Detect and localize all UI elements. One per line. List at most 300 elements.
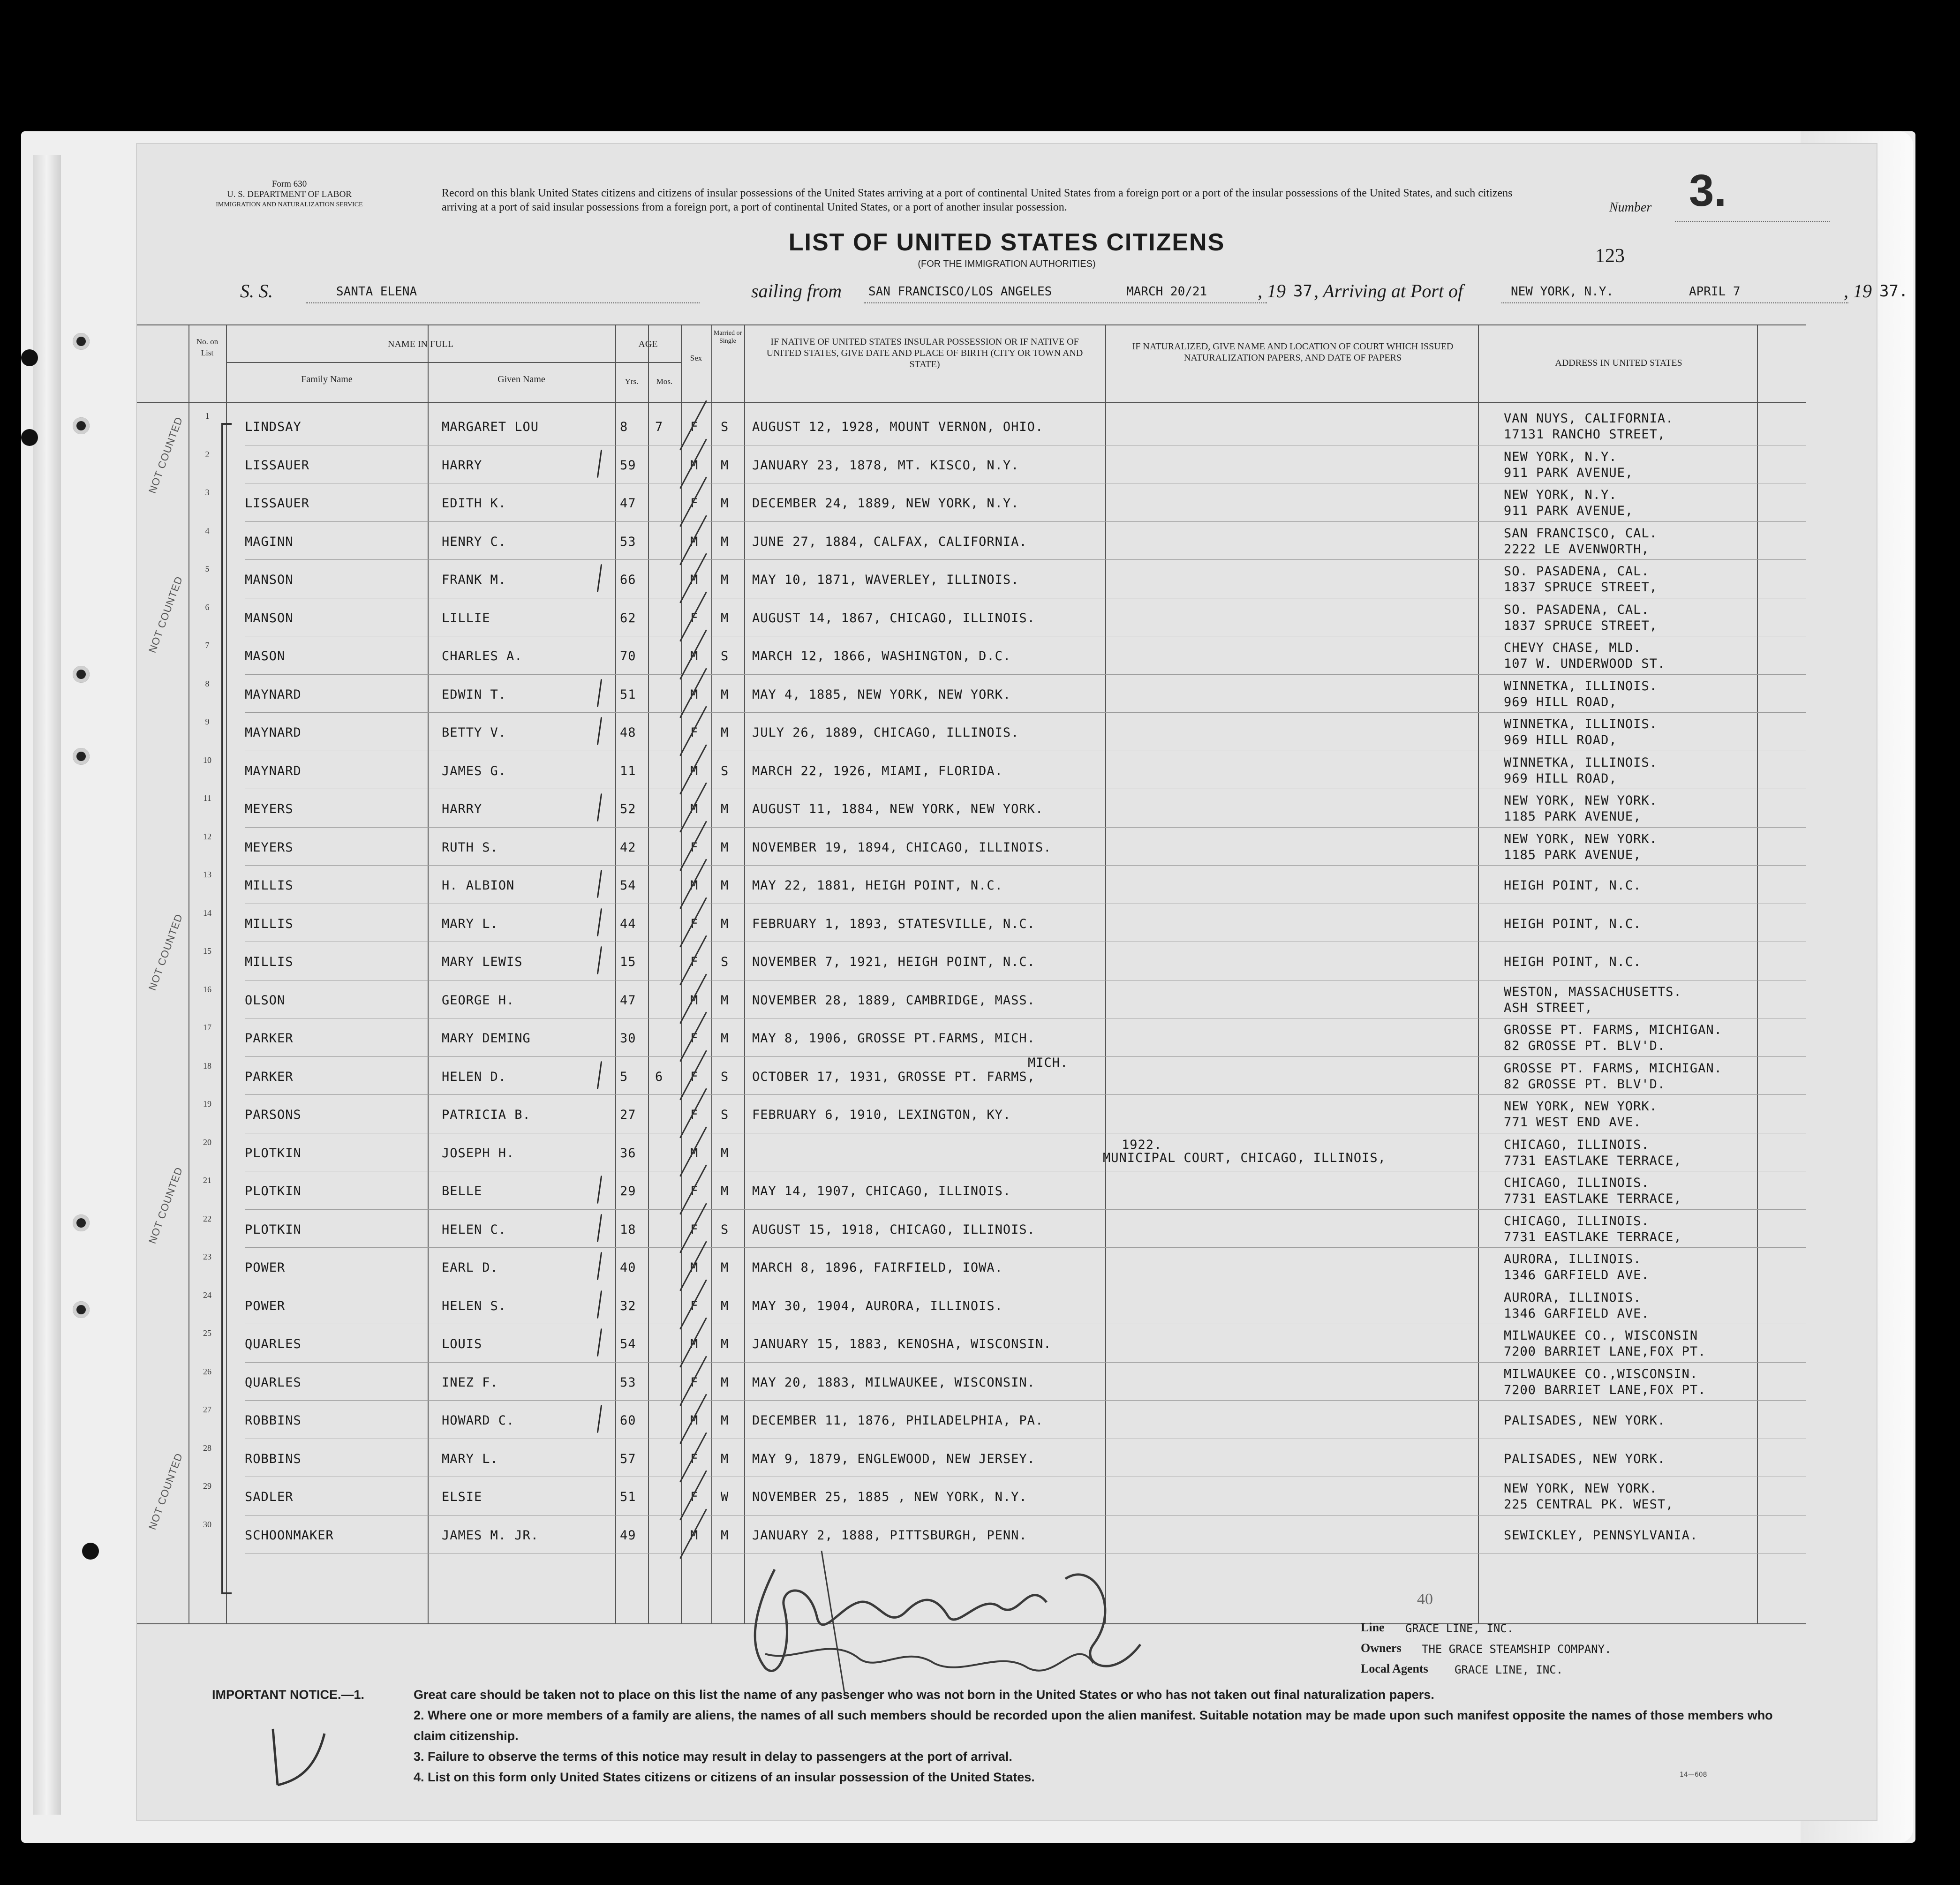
address-line-1: WINNETKA, ILLINOIS. bbox=[1504, 755, 1658, 770]
owners-row bbox=[1361, 1639, 1830, 1660]
marital-status-cell: M bbox=[721, 1413, 729, 1428]
row-number: 21 bbox=[203, 1176, 211, 1185]
header-name-in-full: NAME IN FULL bbox=[388, 339, 453, 349]
sailing-label: sailing from bbox=[751, 280, 842, 302]
page-number: 123 bbox=[1595, 245, 1625, 267]
address-line-2: 1346 GARFIELD AVE. bbox=[1504, 1306, 1650, 1321]
punch-hole bbox=[73, 1214, 90, 1231]
marital-status-cell: S bbox=[721, 955, 729, 969]
row-divider bbox=[245, 1094, 1806, 1095]
birth-cell: MAY 8, 1906, GROSSE PT.FARMS, MICH. bbox=[752, 1031, 1035, 1046]
address-line-1: AURORA, ILLINOIS. bbox=[1504, 1252, 1642, 1267]
marital-status-cell: M bbox=[721, 496, 729, 511]
address-line-1: WESTON, MASSACHUSETTS. bbox=[1504, 984, 1682, 999]
age-years-cell: 52 bbox=[620, 802, 636, 816]
given-name-cell: HENRY C. bbox=[442, 534, 507, 549]
address-line-1: NEW YORK, NEW YORK. bbox=[1504, 1481, 1658, 1496]
birth-cell: MAY 14, 1907, CHICAGO, ILLINOIS. bbox=[752, 1184, 1011, 1199]
row-number: 6 bbox=[205, 602, 210, 612]
family-name-cell: PLOTKIN bbox=[245, 1184, 302, 1199]
sex-cell: M bbox=[690, 573, 699, 587]
age-years-cell: 57 bbox=[620, 1451, 636, 1466]
age-months-cell: 7 bbox=[655, 420, 663, 434]
family-name-cell: LISSAUER bbox=[245, 458, 310, 473]
age-years-cell: 60 bbox=[620, 1413, 636, 1428]
age-months-cell: 6 bbox=[655, 1069, 663, 1084]
birth-cell: NOVEMBER 28, 1889, CAMBRIDGE, MASS. bbox=[752, 993, 1035, 1008]
family-name-cell: SADLER bbox=[245, 1490, 294, 1504]
age-years-cell: 40 bbox=[620, 1260, 636, 1275]
row-number: 7 bbox=[205, 641, 210, 650]
address-line-2: 82 GROSSE PT. BLV'D. bbox=[1504, 1077, 1666, 1092]
row-divider bbox=[245, 1515, 1806, 1516]
page-title: LIST OF UNITED STATES CITIZENS bbox=[788, 229, 1225, 256]
birth-cell: MAY 30, 1904, AURORA, ILLINOIS. bbox=[752, 1298, 1003, 1313]
family-name-cell: LISSAUER bbox=[245, 496, 310, 511]
arrival-port: NEW YORK, N.Y. bbox=[1511, 285, 1614, 299]
age-years-cell: 53 bbox=[620, 1375, 636, 1390]
row-divider bbox=[245, 1209, 1806, 1210]
year-prefix: , 19 bbox=[1258, 280, 1286, 302]
line-owners-agents bbox=[1361, 1619, 1830, 1681]
row-number: 18 bbox=[203, 1061, 211, 1071]
sex-cell: F bbox=[690, 1031, 699, 1046]
header-married-single: Married or Single bbox=[713, 330, 742, 345]
immigration-officer-signature bbox=[737, 1551, 1173, 1701]
row-number: 30 bbox=[203, 1519, 211, 1529]
row-number: 16 bbox=[203, 984, 211, 994]
age-years-cell: 47 bbox=[620, 496, 636, 511]
row-divider bbox=[245, 865, 1806, 866]
ship-underline bbox=[306, 302, 700, 303]
row-divider bbox=[245, 559, 1806, 560]
not-counted-stamp: NOT COUNTED bbox=[146, 415, 185, 495]
tally-tick bbox=[597, 1176, 602, 1204]
punch-hole bbox=[73, 666, 90, 683]
address-line-2: 7731 EASTLAKE TERRACE, bbox=[1504, 1229, 1682, 1244]
row-number: 11 bbox=[203, 793, 211, 803]
sex-cell: F bbox=[690, 1222, 699, 1237]
header-given-name: Given Name bbox=[498, 374, 545, 385]
col-divider bbox=[681, 324, 682, 1623]
given-name-cell: BETTY V. bbox=[442, 725, 507, 740]
arrival-underline bbox=[1501, 302, 1848, 303]
birth-cell: MAY 4, 1885, NEW YORK, NEW YORK. bbox=[752, 687, 1011, 702]
row-divider bbox=[245, 827, 1806, 828]
sex-cell: F bbox=[690, 840, 699, 855]
notice-items bbox=[414, 1684, 1806, 1787]
sex-cell: F bbox=[690, 916, 699, 931]
col-divider bbox=[648, 324, 649, 1623]
header-naturalized: IF NATURALIZED, GIVE NAME AND LOCATION OF COURT WHICH ISSUED NATURALIZATION PAPERS, AND DATE OF PAPERS bbox=[1132, 341, 1454, 363]
sex-cell: M bbox=[690, 649, 699, 664]
notice-heading: IMPORTANT NOTICE.—1. bbox=[212, 1688, 365, 1702]
family-name-cell: PLOTKIN bbox=[245, 1222, 302, 1237]
tally-tick bbox=[597, 908, 602, 936]
agents-label: Local Agents bbox=[1361, 1662, 1428, 1675]
given-name-cell: MARY L. bbox=[442, 916, 498, 931]
birth-cell: JANUARY 2, 1888, PITTSBURGH, PENN. bbox=[752, 1528, 1027, 1543]
marital-status-cell: M bbox=[721, 1031, 729, 1046]
birth-cell: JANUARY 23, 1878, MT. KISCO, N.Y. bbox=[752, 458, 1019, 473]
given-name-cell: MARGARET LOU bbox=[442, 420, 539, 434]
birth-cell: MAY 22, 1881, HEIGH POINT, N.C. bbox=[752, 878, 1003, 893]
marital-status-cell: S bbox=[721, 763, 729, 778]
birth-cell: JANUARY 15, 1883, KENOSHA, WISCONSIN. bbox=[752, 1337, 1052, 1351]
sex-cell: F bbox=[690, 611, 699, 626]
col-divider bbox=[711, 324, 712, 1623]
tally-tick bbox=[597, 793, 602, 822]
age-years-cell: 30 bbox=[620, 1031, 636, 1046]
address-line-1: CHICAGO, ILLINOIS. bbox=[1504, 1214, 1650, 1229]
address-line-2: 1837 SPRUCE STREET, bbox=[1504, 618, 1658, 633]
address-line-2: 17131 RANCHO STREET, bbox=[1504, 427, 1666, 442]
departure-port: SAN FRANCISCO/LOS ANGELES bbox=[868, 285, 1052, 299]
birth-cell: NOVEMBER 19, 1894, CHICAGO, ILLINOIS. bbox=[752, 840, 1052, 855]
marital-status-cell: M bbox=[721, 611, 729, 626]
marital-status-cell: M bbox=[721, 1375, 729, 1390]
notice-item: Great care should be taken not to place on this list the name of any passenger who was not born in the United States or who has not taken out final naturalization papers. bbox=[414, 1688, 1434, 1702]
address-line-1: PALISADES, NEW YORK. bbox=[1504, 1451, 1666, 1466]
address-line-2: 7731 EASTLAKE TERRACE, bbox=[1504, 1191, 1682, 1206]
punch-hole bbox=[21, 429, 38, 446]
departure-underline bbox=[864, 302, 1267, 303]
age-years-cell: 15 bbox=[620, 955, 636, 969]
row-number: 22 bbox=[203, 1214, 211, 1223]
family-name-cell: POWER bbox=[245, 1260, 286, 1275]
family-name-cell: MILLIS bbox=[245, 878, 294, 893]
given-name-cell: H. ALBION bbox=[442, 878, 515, 893]
age-years-cell: 36 bbox=[620, 1146, 636, 1161]
given-name-cell: RUTH S. bbox=[442, 840, 498, 855]
marital-status-cell: S bbox=[721, 649, 729, 664]
given-name-cell: MARY DEMING bbox=[442, 1031, 531, 1046]
address-line-1: SAN FRANCISCO, CAL. bbox=[1504, 526, 1658, 541]
address-line-1: VAN NUYS, CALIFORNIA. bbox=[1504, 411, 1674, 426]
address-line-2: 911 PARK AVENUE, bbox=[1504, 465, 1634, 480]
given-name-cell: BELLE bbox=[442, 1184, 482, 1199]
birth-cell: FEBRUARY 6, 1910, LEXINGTON, KY. bbox=[752, 1108, 1011, 1122]
rows-bracket bbox=[221, 423, 232, 1594]
sex-cell: F bbox=[690, 725, 699, 740]
row-number: 2 bbox=[205, 449, 210, 459]
age-years-cell: 51 bbox=[620, 1490, 636, 1504]
row-number: 4 bbox=[205, 526, 210, 535]
sex-cell: M bbox=[690, 1337, 699, 1351]
address-line-2: 225 CENTRAL PK. WEST, bbox=[1504, 1497, 1674, 1512]
sex-cell: F bbox=[690, 1298, 699, 1313]
row-divider bbox=[245, 1247, 1806, 1248]
tally-tick bbox=[597, 1405, 602, 1433]
sex-cell: M bbox=[690, 1260, 699, 1275]
family-name-cell: PLOTKIN bbox=[245, 1146, 302, 1161]
owners-label: Owners bbox=[1361, 1641, 1402, 1655]
given-name-cell: CHARLES A. bbox=[442, 649, 523, 664]
birth-cell: MAY 10, 1871, WAVERLEY, ILLINOIS. bbox=[752, 573, 1019, 587]
row-divider bbox=[245, 521, 1806, 522]
form-code: 14—608 bbox=[1680, 1771, 1707, 1779]
row-number: 3 bbox=[205, 488, 210, 497]
given-name-cell: JAMES G. bbox=[442, 763, 507, 778]
sex-cell: F bbox=[690, 955, 699, 969]
family-name-cell: MASON bbox=[245, 649, 286, 664]
address-line-1: CHICAGO, ILLINOIS. bbox=[1504, 1176, 1650, 1190]
row-number: 15 bbox=[203, 946, 211, 956]
ship-name: SANTA ELENA bbox=[336, 285, 417, 299]
address-line-1: WINNETKA, ILLINOIS. bbox=[1504, 679, 1658, 694]
marital-status-cell: M bbox=[721, 458, 729, 473]
handwritten-mark bbox=[259, 1715, 334, 1795]
row-number: 25 bbox=[203, 1328, 211, 1338]
address-line-2: 82 GROSSE PT. BLV'D. bbox=[1504, 1039, 1666, 1053]
not-counted-stamp: NOT COUNTED bbox=[146, 1451, 185, 1531]
address-line-2: 7200 BARRIET LANE,FOX PT. bbox=[1504, 1344, 1706, 1359]
sex-cell: M bbox=[690, 802, 699, 816]
birth-cell: NOVEMBER 25, 1885 , NEW YORK, N.Y. bbox=[752, 1490, 1027, 1504]
number-underline bbox=[1675, 221, 1830, 222]
given-name-cell: INEZ F. bbox=[442, 1375, 498, 1390]
not-counted-stamp: NOT COUNTED bbox=[146, 1165, 185, 1245]
birth-cell: MARCH 22, 1926, MIAMI, FLORIDA. bbox=[752, 763, 1003, 778]
birth-cell: MARCH 12, 1866, WASHINGTON, D.C. bbox=[752, 649, 1011, 664]
sex-cell: F bbox=[690, 496, 699, 511]
tally-tick bbox=[597, 679, 602, 707]
family-name-cell: MILLIS bbox=[245, 916, 294, 931]
tally-tick bbox=[597, 1214, 602, 1242]
tally-tick bbox=[597, 717, 602, 745]
birth-cell: JULY 26, 1889, CHICAGO, ILLINOIS. bbox=[752, 725, 1019, 740]
not-counted-stamp: NOT COUNTED bbox=[146, 912, 185, 992]
family-name-cell: PARSONS bbox=[245, 1108, 302, 1122]
age-years-cell: 53 bbox=[620, 534, 636, 549]
address-line-1: NEW YORK, N.Y. bbox=[1504, 449, 1617, 464]
given-name-cell: JAMES M. JR. bbox=[442, 1528, 539, 1543]
marital-status-cell: S bbox=[721, 420, 729, 434]
marital-status-cell: M bbox=[721, 687, 729, 702]
family-name-cell: ROBBINS bbox=[245, 1451, 302, 1466]
age-years-cell: 62 bbox=[620, 611, 636, 626]
form-identifier bbox=[184, 179, 395, 210]
family-name-cell: OLSON bbox=[245, 993, 286, 1008]
address-line-2: 1346 GARFIELD AVE. bbox=[1504, 1268, 1650, 1282]
inspector-check-mark bbox=[679, 1508, 707, 1559]
address-line-1: HEIGH POINT, N.C. bbox=[1504, 955, 1642, 969]
family-name-cell: MEYERS bbox=[245, 802, 294, 816]
address-line-2: 969 HILL ROAD, bbox=[1504, 733, 1617, 747]
age-years-cell: 66 bbox=[620, 573, 636, 587]
age-years-cell: 32 bbox=[620, 1298, 636, 1313]
col-divider bbox=[744, 324, 745, 1623]
row-number: 27 bbox=[203, 1405, 211, 1414]
address-line-2: 1837 SPRUCE STREET, bbox=[1504, 580, 1658, 595]
sex-cell: M bbox=[690, 763, 699, 778]
notice-item: 4. List on this form only United States citizens or citizens of an insular possession of the United States. bbox=[414, 1770, 1035, 1784]
address-line-1: NEW YORK, NEW YORK. bbox=[1504, 831, 1658, 846]
address-line-1: SO. PASADENA, CAL. bbox=[1504, 564, 1650, 579]
sex-cell: M bbox=[690, 1146, 699, 1161]
owners-value: THE GRACE STEAMSHIP COMPANY. bbox=[1422, 1643, 1612, 1656]
address-line-1: MILWAUKEE CO., WISCONSIN bbox=[1504, 1328, 1698, 1343]
given-name-cell: HELEN C. bbox=[442, 1222, 507, 1237]
address-line-1: NEW YORK, NEW YORK. bbox=[1504, 1099, 1658, 1114]
row-number: 14 bbox=[203, 908, 211, 918]
marital-status-cell: W bbox=[721, 1490, 729, 1504]
address-line-1: CHEVY CHASE, MLD. bbox=[1504, 641, 1642, 655]
header-bottom-border bbox=[137, 402, 1806, 403]
address-line-2: 911 PARK AVENUE, bbox=[1504, 504, 1634, 518]
number-value: 3. bbox=[1689, 166, 1727, 216]
row-number: 12 bbox=[203, 831, 211, 841]
form-number: Form 630 bbox=[271, 179, 307, 189]
row-number: 17 bbox=[203, 1023, 211, 1032]
tally-tick bbox=[597, 1061, 602, 1089]
birth-cell: AUGUST 11, 1884, NEW YORK, NEW YORK. bbox=[752, 802, 1044, 816]
address-line-1: GROSSE PT. FARMS, MICHIGAN. bbox=[1504, 1023, 1722, 1037]
marital-status-cell: S bbox=[721, 1222, 729, 1237]
age-years-cell: 51 bbox=[620, 687, 636, 702]
header-age: AGE bbox=[638, 339, 658, 349]
age-years-cell: 59 bbox=[620, 458, 636, 473]
birth-cell: OCTOBER 17, 1931, GROSSE PT. FARMS, bbox=[752, 1069, 1035, 1084]
agents-row bbox=[1361, 1660, 1830, 1681]
given-name-cell: HOWARD C. bbox=[442, 1413, 515, 1428]
given-name-cell: MARY LEWIS bbox=[442, 955, 523, 969]
age-years-cell: 47 bbox=[620, 993, 636, 1008]
manifest-table bbox=[137, 324, 1799, 1628]
age-years-cell: 44 bbox=[620, 916, 636, 931]
address-line-1: AURORA, ILLINOIS. bbox=[1504, 1290, 1642, 1305]
address-line-1: SEWICKLEY, PENNSYLVANIA. bbox=[1504, 1528, 1698, 1543]
age-years-cell: 18 bbox=[620, 1222, 636, 1237]
header-yrs: Yrs. bbox=[625, 377, 639, 386]
age-years-cell: 42 bbox=[620, 840, 636, 855]
punch-hole bbox=[21, 349, 38, 366]
sex-cell: F bbox=[690, 1490, 699, 1504]
row-number: 23 bbox=[203, 1252, 211, 1261]
address-line-1: NEW YORK, NEW YORK. bbox=[1504, 793, 1658, 808]
age-years-cell: 29 bbox=[620, 1184, 636, 1199]
family-name-cell: MAYNARD bbox=[245, 763, 302, 778]
sex-cell: M bbox=[690, 458, 699, 473]
birth-cell: NOVEMBER 7, 1921, HEIGH POINT, N.C. bbox=[752, 955, 1035, 969]
family-name-cell: MAYNARD bbox=[245, 687, 302, 702]
table-top-border bbox=[137, 324, 1806, 325]
birth-cell: AUGUST 14, 1867, CHICAGO, ILLINOIS. bbox=[752, 611, 1035, 626]
given-name-cell: GEORGE H. bbox=[442, 993, 515, 1008]
line-label: Line bbox=[1361, 1621, 1385, 1634]
row-number: 8 bbox=[205, 679, 210, 688]
given-name-cell: HARRY bbox=[442, 458, 482, 473]
arrival-year: 37. bbox=[1879, 282, 1908, 301]
col-divider bbox=[615, 324, 616, 1623]
naturalization-year-cell: 1922. bbox=[1122, 1137, 1162, 1152]
sex-cell: M bbox=[690, 1413, 699, 1428]
address-line-1: MILWAUKEE CO.,WISCONSIN. bbox=[1504, 1366, 1698, 1381]
tally-tick bbox=[597, 1328, 602, 1357]
given-name-cell: HELEN S. bbox=[442, 1298, 507, 1313]
marital-status-cell: M bbox=[721, 802, 729, 816]
marital-status-cell: M bbox=[721, 878, 729, 893]
marital-status-cell: M bbox=[721, 1260, 729, 1275]
given-name-cell: EDWIN T. bbox=[442, 687, 507, 702]
manifest-form bbox=[136, 143, 1908, 1821]
address-line-1: WINNETKA, ILLINOIS. bbox=[1504, 717, 1658, 731]
row-number: 10 bbox=[203, 755, 211, 765]
sex-cell: M bbox=[690, 993, 699, 1008]
age-years-cell: 48 bbox=[620, 725, 636, 740]
birth-cell: AUGUST 15, 1918, CHICAGO, ILLINOIS. bbox=[752, 1222, 1035, 1237]
address-line-2: ASH STREET, bbox=[1504, 1000, 1593, 1015]
marital-status-cell: S bbox=[721, 1108, 729, 1122]
service-name: IMMIGRATION AND NATURALIZATION SERVICE bbox=[216, 201, 363, 208]
given-name-cell: EARL D. bbox=[442, 1260, 498, 1275]
age-years-cell: 49 bbox=[620, 1528, 636, 1543]
family-name-cell: MILLIS bbox=[245, 955, 294, 969]
given-name-cell: PATRICIA B. bbox=[442, 1108, 531, 1122]
form-preamble: Record on this blank United States citizens and citizens of insular possessions of the United States arriving at a port of continental United States from a foreign port or a port of the insular possessions of the United States, and such citizens arriving at a port of said insular possessions from a foreign port, a port of continental United States, or a port of another insular possession. bbox=[442, 187, 1513, 213]
sex-cell: F bbox=[690, 1069, 699, 1084]
sex-cell: F bbox=[690, 1451, 699, 1466]
number-label: Number bbox=[1609, 200, 1652, 215]
tally-tick bbox=[597, 450, 602, 478]
sex-cell: F bbox=[690, 1184, 699, 1199]
sex-cell: F bbox=[690, 1108, 699, 1122]
age-years-cell: 5 bbox=[620, 1069, 628, 1084]
family-name-cell: MANSON bbox=[245, 573, 294, 587]
address-line-1: NEW YORK, N.Y. bbox=[1504, 488, 1617, 502]
line-row bbox=[1361, 1619, 1830, 1639]
header-mos: Mos. bbox=[656, 377, 673, 386]
family-name-cell: LINDSAY bbox=[245, 420, 302, 434]
row-number: 24 bbox=[203, 1290, 211, 1300]
family-name-cell: PARKER bbox=[245, 1031, 294, 1046]
header-birth: IF NATIVE OF UNITED STATES INSULAR POSSESSION OR IF NATIVE OF UNITED STATES, GIVE DATE AND PLACE OF BIRTH (CITY OR TOWN AND STATE) bbox=[766, 337, 1083, 369]
birth-cell: FEBRUARY 1, 1893, STATESVILLE, N.C. bbox=[752, 916, 1035, 931]
birth-cell: DECEMBER 11, 1876, PHILADELPHIA, PA. bbox=[752, 1413, 1044, 1428]
family-name-cell: POWER bbox=[245, 1298, 286, 1313]
tally-tick bbox=[597, 870, 602, 898]
address-line-2: 1185 PARK AVENUE, bbox=[1504, 847, 1642, 862]
not-counted-stamp: NOT COUNTED bbox=[146, 574, 185, 655]
line-value: GRACE LINE, INC. bbox=[1405, 1622, 1514, 1635]
sex-cell: M bbox=[690, 687, 699, 702]
age-years-cell: 70 bbox=[620, 649, 636, 664]
row-number: 19 bbox=[203, 1099, 211, 1108]
col-divider bbox=[1478, 324, 1479, 1623]
row-number: 26 bbox=[203, 1366, 211, 1376]
family-name-cell: SCHOONMAKER bbox=[245, 1528, 334, 1543]
given-name-cell: HELEN D. bbox=[442, 1069, 507, 1084]
address-line-2: 1185 PARK AVENUE, bbox=[1504, 809, 1642, 824]
given-name-cell: JOSEPH H. bbox=[442, 1146, 515, 1161]
given-name-cell: ELSIE bbox=[442, 1490, 482, 1504]
row-number: 28 bbox=[203, 1443, 211, 1453]
address-line-2: 2222 LE AVENWORTH, bbox=[1504, 542, 1650, 557]
punch-hole bbox=[82, 1543, 99, 1560]
address-line-1: CHICAGO, ILLINOIS. bbox=[1504, 1137, 1650, 1152]
arrival-date: APRIL 7 bbox=[1689, 285, 1741, 299]
sex-cell: M bbox=[690, 534, 699, 549]
punch-hole bbox=[73, 1301, 90, 1318]
department-name: U. S. DEPARTMENT OF LABOR bbox=[227, 189, 352, 199]
given-name-cell: HARRY bbox=[442, 802, 482, 816]
marital-status-cell: M bbox=[721, 1451, 729, 1466]
given-name-cell: EDITH K. bbox=[442, 496, 507, 511]
address-line-1: GROSSE PT. FARMS, MICHIGAN. bbox=[1504, 1061, 1722, 1076]
address-line-2: 7200 BARRIET LANE,FOX PT. bbox=[1504, 1382, 1706, 1397]
notice-item: 2. Where one or more members of a family are aliens, the names of all such members should be recorded upon the alien manifest. Suitable notation may be made upon such manifest opposite the names of those members who claim citizenship. bbox=[414, 1708, 1773, 1743]
address-line-2: 771 WEST END AVE. bbox=[1504, 1115, 1642, 1130]
